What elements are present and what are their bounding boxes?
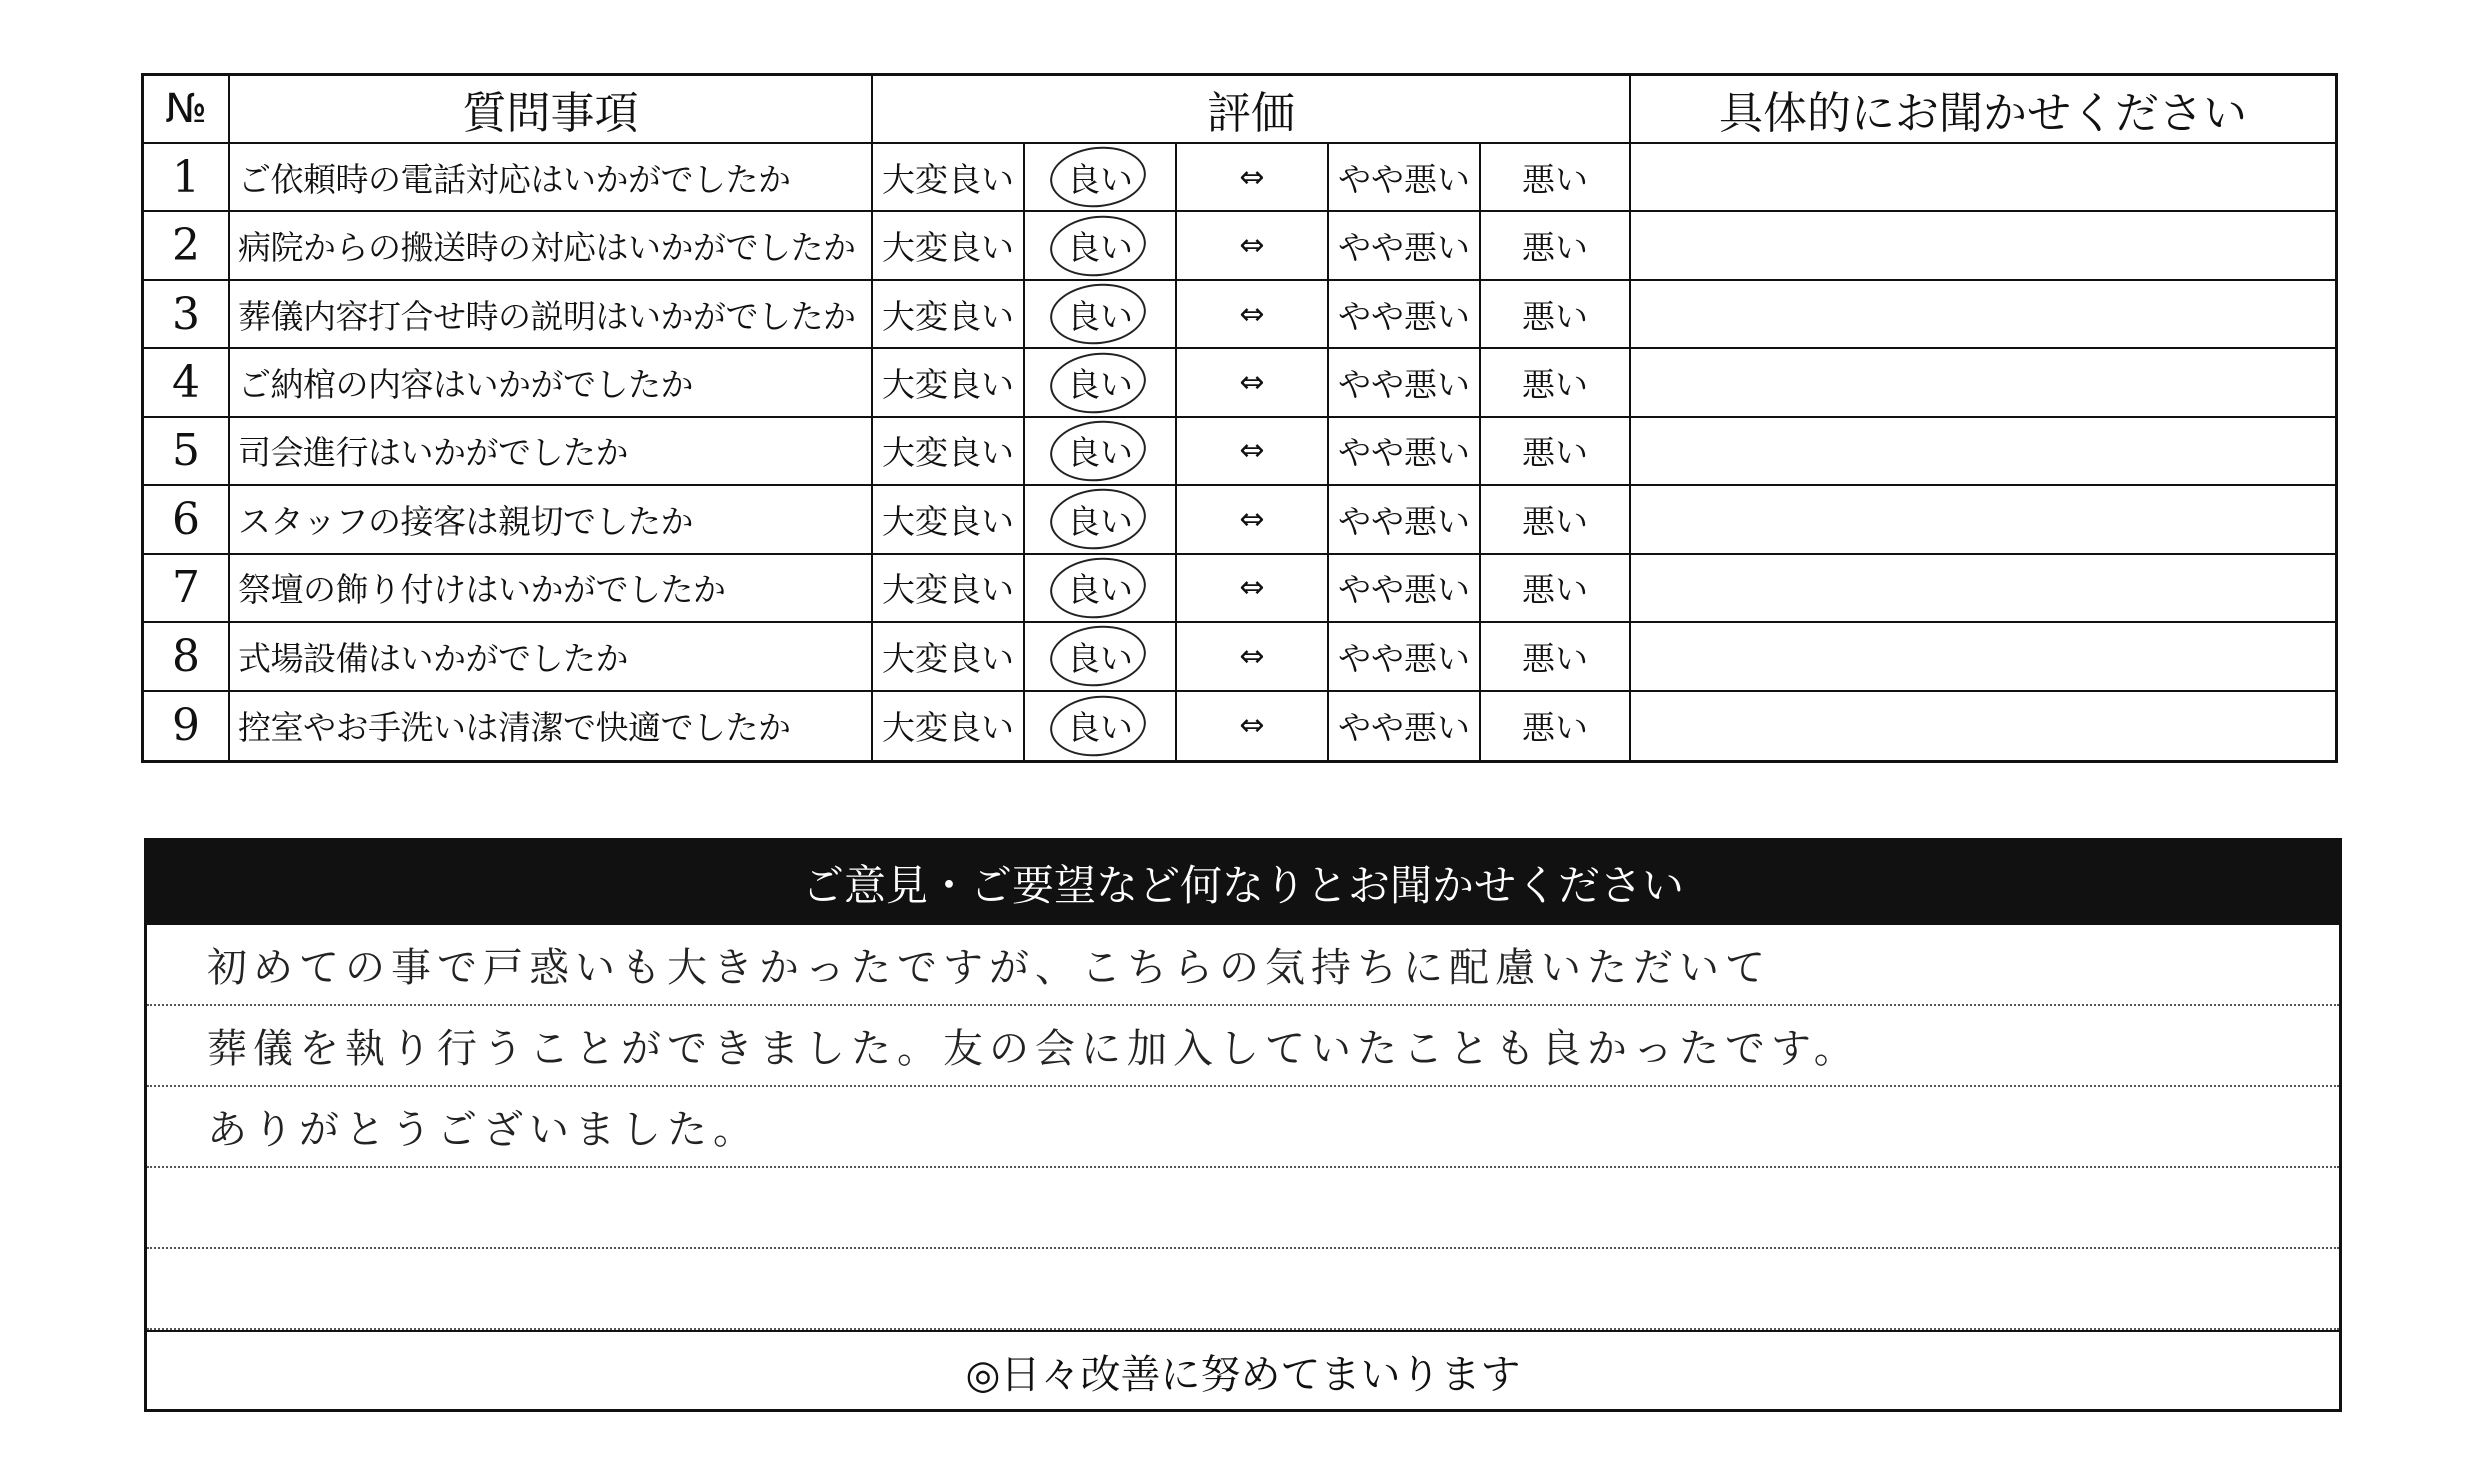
- option-good-selected: [1025, 349, 1177, 417]
- option-good-selected: [1025, 623, 1177, 691]
- left-right-arrow-icon: ⇔: [1177, 281, 1329, 349]
- option-bad: 悪い: [1481, 212, 1631, 280]
- option-somewhat-bad: やや悪い: [1329, 555, 1481, 623]
- row-number: 9: [144, 692, 230, 760]
- option-very-good: 大変良い: [873, 418, 1025, 486]
- details-cell: [1631, 418, 2335, 486]
- question-text: 葬儀内容打合せ時の説明はいかがでしたか: [230, 281, 873, 349]
- question-text: スタッフの接客は親切でしたか: [230, 486, 873, 554]
- row-number: 4: [144, 349, 230, 417]
- option-good-selected: [1025, 555, 1177, 623]
- left-right-arrow-icon: ⇔: [1177, 623, 1329, 691]
- option-bad: 悪い: [1481, 418, 1631, 486]
- header-number: №: [144, 76, 230, 144]
- option-somewhat-bad: やや悪い: [1329, 349, 1481, 417]
- row-number: 1: [144, 144, 230, 212]
- option-very-good: 大変良い: [873, 486, 1025, 554]
- option-somewhat-bad: やや悪い: [1329, 212, 1481, 280]
- option-good-selected: [1025, 212, 1177, 280]
- details-cell: [1631, 486, 2335, 554]
- option-bad: 悪い: [1481, 692, 1631, 760]
- option-somewhat-bad: やや悪い: [1329, 418, 1481, 486]
- header-question: 質問事項: [230, 76, 873, 144]
- row-number: 8: [144, 623, 230, 691]
- option-very-good: 大変良い: [873, 349, 1025, 417]
- option-somewhat-bad: やや悪い: [1329, 144, 1481, 212]
- details-cell: [1631, 281, 2335, 349]
- option-very-good: 大変良い: [873, 555, 1025, 623]
- option-good-selected: [1025, 692, 1177, 760]
- option-very-good: 大変良い: [873, 212, 1025, 280]
- details-cell: [1631, 349, 2335, 417]
- option-very-good: 大変良い: [873, 692, 1025, 760]
- option-good-label: 良い: [1067, 708, 1133, 748]
- option-bad: 悪い: [1481, 555, 1631, 623]
- comment-line: [147, 1249, 2339, 1330]
- left-right-arrow-icon: ⇔: [1177, 418, 1329, 486]
- option-bad: 悪い: [1481, 281, 1631, 349]
- option-somewhat-bad: やや悪い: [1329, 281, 1481, 349]
- row-number: 6: [144, 486, 230, 554]
- details-cell: [1631, 555, 2335, 623]
- option-very-good: 大変良い: [873, 144, 1025, 212]
- option-good-label: 良い: [1067, 570, 1133, 610]
- option-good-label: 良い: [1067, 638, 1133, 678]
- comments-header: ご意見・ご要望など何なりとお聞かせください: [147, 841, 2339, 925]
- details-cell: [1631, 692, 2335, 760]
- question-text: 司会進行はいかがでしたか: [230, 418, 873, 486]
- details-cell: [1631, 212, 2335, 280]
- row-number: 7: [144, 555, 230, 623]
- option-very-good: 大変良い: [873, 623, 1025, 691]
- option-somewhat-bad: やや悪い: [1329, 692, 1481, 760]
- option-somewhat-bad: やや悪い: [1329, 623, 1481, 691]
- comment-line: 初めての事で戸惑いも大きかったですが、こちらの気持ちに配慮いただいて: [147, 925, 2339, 1006]
- option-good-label: 良い: [1067, 159, 1133, 199]
- left-right-arrow-icon: ⇔: [1177, 212, 1329, 280]
- row-number: 3: [144, 281, 230, 349]
- option-good-label: 良い: [1067, 365, 1133, 405]
- option-bad: 悪い: [1481, 349, 1631, 417]
- left-right-arrow-icon: ⇔: [1177, 144, 1329, 212]
- comments-footer: ◎日々改善に努めてまいります: [147, 1330, 2339, 1411]
- question-text: 病院からの搬送時の対応はいかがでしたか: [230, 212, 873, 280]
- option-somewhat-bad: やや悪い: [1329, 486, 1481, 554]
- left-right-arrow-icon: ⇔: [1177, 555, 1329, 623]
- row-number: 2: [144, 212, 230, 280]
- question-text: ご納棺の内容はいかがでしたか: [230, 349, 873, 417]
- option-very-good: 大変良い: [873, 281, 1025, 349]
- comment-line: 葬儀を執り行うことができました。友の会に加入していたことも良かったです。: [147, 1006, 2339, 1087]
- details-cell: [1631, 144, 2335, 212]
- left-right-arrow-icon: ⇔: [1177, 486, 1329, 554]
- survey-table: [141, 73, 2338, 763]
- option-good-label: 良い: [1067, 228, 1133, 268]
- option-good-label: 良い: [1067, 296, 1133, 336]
- question-text: 祭壇の飾り付けはいかがでしたか: [230, 555, 873, 623]
- question-text: ご依頼時の電話対応はいかがでしたか: [230, 144, 873, 212]
- details-cell: [1631, 623, 2335, 691]
- option-good-selected: [1025, 418, 1177, 486]
- header-details: 具体的にお聞かせください: [1631, 76, 2335, 144]
- comment-line: ありがとうございました。: [147, 1087, 2339, 1168]
- left-right-arrow-icon: ⇔: [1177, 692, 1329, 760]
- option-bad: 悪い: [1481, 486, 1631, 554]
- question-text: 式場設備はいかがでしたか: [230, 623, 873, 691]
- question-text: 控室やお手洗いは清潔で快適でしたか: [230, 692, 873, 760]
- option-bad: 悪い: [1481, 623, 1631, 691]
- option-good-selected: [1025, 281, 1177, 349]
- option-good-label: 良い: [1067, 433, 1133, 473]
- option-good-label: 良い: [1067, 501, 1133, 541]
- option-good-selected: [1025, 144, 1177, 212]
- left-right-arrow-icon: ⇔: [1177, 349, 1329, 417]
- option-good-selected: [1025, 486, 1177, 554]
- row-number: 5: [144, 418, 230, 486]
- option-bad: 悪い: [1481, 144, 1631, 212]
- comments-box: [144, 838, 2342, 1412]
- header-evaluation: 評価: [873, 76, 1631, 144]
- comment-line: [147, 1168, 2339, 1249]
